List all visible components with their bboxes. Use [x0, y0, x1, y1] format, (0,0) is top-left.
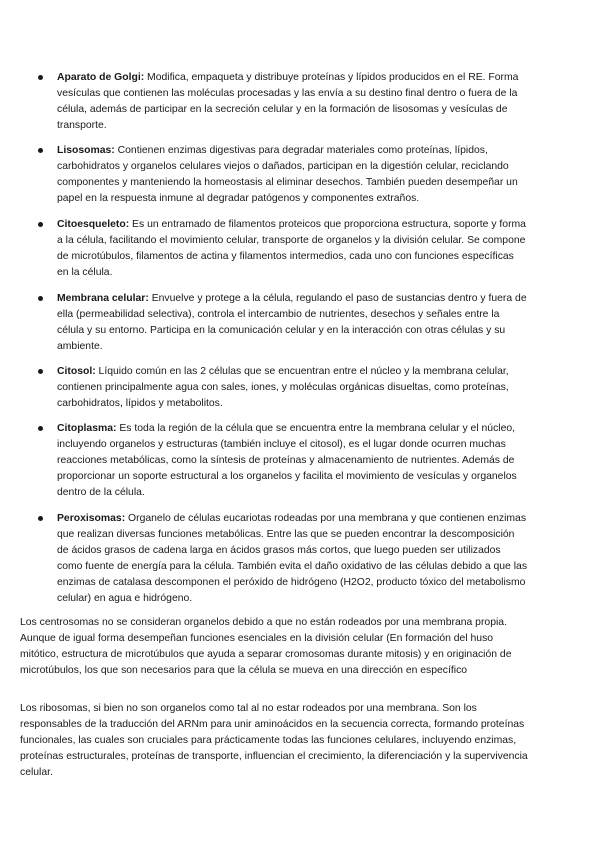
term-label: Citosol:: [57, 366, 96, 377]
list-item-text: [57, 70, 527, 134]
term-label: Citoesqueleto:: [57, 219, 130, 230]
bullet-icon: [38, 75, 43, 80]
list-item-text: [57, 511, 527, 608]
term-description: Contienen enzimas digestivas para degradar materiales como proteínas, lípidos, carbohidratos y organelos celulares viejos o dañados, participan en la digestión celular, reciclando componentes y manteniendo la homeostasis al eliminar desechos. También pueden desempeñar un papel en la respuesta inmune al degradar patógenos y componentes extraños.: [57, 145, 518, 205]
bullet-icon: [38, 148, 43, 153]
term-description: Líquido común en las 2 células que se encuentran entre el núcleo y la membrana celular, contienen principalmente agua con sales, iones, y moléculas orgánicas disueltas, como proteínas, carbohidratos, lípidos y metabolitos.: [57, 366, 509, 410]
centrosomes-paragraph: Los centrosomas no se consideran organelos debido a que no están rodeados por una membrana propia. Aunque de igual forma desempeñan funciones esenciales en la división celular (En formación del huso mitótico, estructura de microtúbulos que ayuda a separar cromosomas durante mitosis) y en originación de microtúbulos, los que son necesarios para que la célula se mueva en una dirección en específico: [20, 617, 512, 677]
term-label: Citoplasma:: [57, 423, 117, 434]
bullet-icon: [38, 222, 43, 227]
term-label: Lisosomas:: [57, 145, 115, 156]
bullet-icon: [38, 426, 43, 431]
bullet-icon: [38, 296, 43, 301]
term-label: Aparato de Golgi:: [57, 72, 145, 83]
term-description: Envuelve y protege a la célula, regulando el paso de sustancias dentro y fuera de ella (permeabilidad selectiva), controla el intercambio de nutrientes, desechos y señales entre la célula y su entorno. Participa en la comunicación celular y en la interacción con otras células y su ambiente.: [57, 293, 527, 353]
bullet-icon: [38, 369, 43, 374]
term-description: Organelo de células eucariotas rodeadas por una membrana y que contienen enzimas que realizan diversas funciones metabólicas. Entre las que se pueden encontrar la descomposición de ácidos grasos de cadena larga en ácidos grasos más cortos, que luego pueden ser utilizados como fuente de energía para la célula. También evita el daño oxidativo de las células debido a que las enzimas de catalasa descomponen el peróxido de hidrógeno (H2O2, producto tóxico del metabolismo celular) en agua e hidrógeno.: [57, 513, 528, 605]
term-description: Es toda la región de la célula que se encuentra entre la membrana celular y el núcleo, incluyendo organelos y estructuras (también incluye el citosol), es el lugar donde ocurren muchas reacciones metabólicas, como la síntesis de proteínas y almacenamiento de nutrientes. Además de proporcionar un soporte estructural a los organelos y facilita el movimiento de vesículas y organelos dentro de la célula.: [57, 423, 517, 499]
term-description: Es un entramado de filamentos proteicos que proporciona estructura, soporte y forma a la célula, facilitando el movimiento celular, transporte de organelos y la división celular. Se compone de microtúbulos, filamentos de actina y filamentos intermedios, cada uno con funciones específicas en la célula.: [57, 219, 526, 279]
term-label: Membrana celular:: [57, 293, 149, 304]
list-item-text: [57, 421, 527, 501]
list-item-text: [57, 291, 527, 355]
term-description: Modifica, empaqueta y distribuye proteínas y lípidos producidos en el RE. Forma vesículas que contienen las moléculas procesadas y las envía a su destino final dentro o fuera de la célula, además de participar en la secreción celular y en la formación de lisosomas y vesículas de transporte.: [57, 72, 519, 132]
ribosomes-paragraph: Los ribosomas, si bien no son organelos como tal al no estar rodeados por una membrana. Son los responsables de la traducción del ARNm para unir aminoácidos en la secuencia correcta, formando proteínas funcionales, las cuales son cruciales para prácticamente todas las funciones celulares, incluyendo enzimas, proteínas estructurales, proteínas de transporte, influencian el crecimiento, la diferenciación y la supervivencia celular.: [20, 703, 528, 779]
term-label: Peroxisomas:: [57, 513, 126, 524]
list-item-text: [57, 143, 527, 207]
list-item-text: [57, 217, 527, 281]
list-item-text: [57, 364, 527, 412]
bullet-icon: [38, 516, 43, 521]
